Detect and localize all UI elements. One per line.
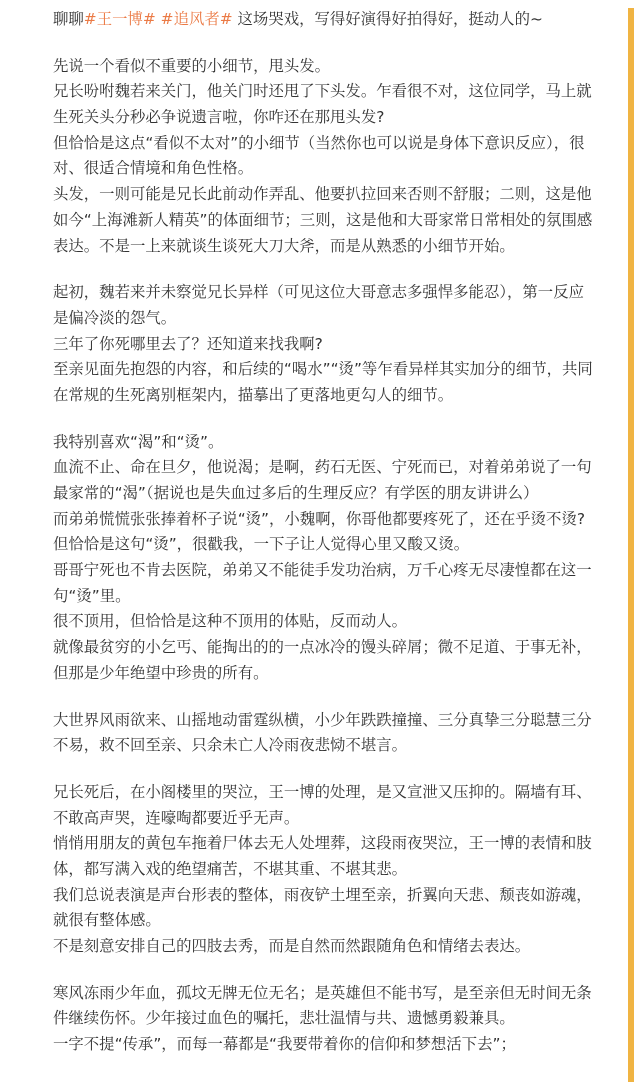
text-line: 兄长死后，在小阁楼里的哭泣，王一博的处理，是又宣泄又压抑的。隔墙有耳、 [53, 782, 592, 801]
text-line: 至亲见面先抱怨的内容，和后续的“喝水”“烫”等乍看异样其实加分的细节，共同 [53, 360, 593, 379]
text-line: 我特别喜欢“渴”和“烫”。 [53, 432, 224, 451]
text-line: 头发，一则可能是兄长此前动作弄乱、他要扒拉回来否则不舒服；二则，这是他 [53, 185, 592, 204]
text-line: 一字不提“传承”，而每一幕都是“我要带着你的信仰和梦想活下去”； [53, 1035, 516, 1054]
text-line: 哥哥宁死也不肯去医院，弟弟又不能徒手发功治病，万千心疼无尽凄惶都在这一 [53, 561, 592, 580]
paragraph [53, 780, 628, 960]
text-line: 不是刻意安排自己的四肢去秀，而是自然而然跟随角色和情绪去表达。 [53, 937, 531, 955]
text-line: 而弟弟慌慌张张捧着杯子说“烫”，小魏啊，你哥他都要疼死了，还在乎烫不烫? [53, 509, 586, 528]
text-line: 但恰恰是这句“烫”，很戳我，一下子让人觉得心里又酸又烫。 [53, 535, 470, 554]
text-line: 不易，救不回至亲、只余未亡人冷雨夜悲恸不堪言。 [53, 736, 407, 755]
text-line: 件继续伤怀。少年接过血色的嘱托，悲壮温情与共、遗憾勇毅兼具。 [53, 1009, 515, 1028]
text-line: 先说一个看似不重要的小细节，甩头发。 [53, 56, 331, 75]
text-line: 很不顶用，但恰恰是这种不顶用的体贴，反而动人。 [53, 612, 407, 631]
text-line: 不敢高声哭，连嚎啕都要近乎无声。 [53, 808, 300, 827]
text-line: 表达。不是一上来就谈生谈死大刀大斧，而是从熟悉的小细节开始。 [53, 236, 515, 255]
post-intro [53, 7, 628, 33]
paragraph [53, 708, 628, 759]
text-line: 最家常的“渴”（据说也是失血过多后的生理反应？有学医的朋友讲讲么） [53, 484, 539, 502]
text-line: 但那是少年绝望中珍贵的所有。 [53, 663, 269, 682]
text-line: 就很有整体感。 [53, 911, 161, 930]
hashtag-zhuifengzhe[interactable]: #追风者# [160, 10, 233, 28]
hashtag-wang-yibo[interactable]: #王一博# [83, 10, 156, 28]
scroll-indicator-bar[interactable] [628, 8, 634, 1082]
text-line: 但恰恰是这点“看似不太对”的小细节（当然你也可以说是身体下意识反应），很 [53, 133, 585, 152]
text-line: 寒风冻雨少年血，孤坟无牌无位无名；是英雄但不能书写，是至亲但无时间无条 [53, 983, 592, 1002]
text-line: 对、很适合情境和角色性格。 [53, 159, 254, 178]
post-body [53, 7, 628, 1079]
text-line: 如今“上海滩新人精英”的体面细节；三则，这是他和大哥家常日常相处的氛围感 [53, 210, 593, 229]
text-line: 就像最贫穷的小乞丐、能掏出的的一点冰冷的馒头碎屑；微不足道、于事无补， [53, 638, 592, 657]
text-line: 兄长吩咐魏若来关门，他关门时还甩了下头发。乍看很不对，这位同学，马上就 [53, 82, 592, 101]
text-line: 悄悄用朋友的黄包车拖着尸体去无人处埋葬，这段雨夜哭泣，王一博的表情和肢 [53, 834, 592, 853]
intro-prefix: 聊聊 [53, 10, 84, 28]
text-line: 在常规的生死离别框架内，描摹出了更落地更勾人的细节。 [53, 385, 454, 404]
text-line: 血流不止、命在旦夕，他说渴；是啊，药石无医、宁死而已，对着弟弟说了一句 [53, 458, 592, 477]
paragraph [53, 981, 628, 1058]
text-line: 句“烫”里。 [53, 586, 131, 605]
paragraph [53, 280, 628, 408]
text-line: 起初，魏若来并未察觉兄长异样（可见这位大哥意志多强悍多能忍），第一反应 [53, 283, 584, 302]
paragraph [53, 430, 628, 687]
text-line: 体，都写满入戏的绝望痛苦，不堪其重、不堪其悲。 [53, 859, 407, 878]
text-line: 大世界风雨欲来、山摇地动雷霆纵横，小少年跌跌撞撞、三分真挚三分聪慧三分 [53, 710, 592, 729]
intro-text: 这场哭戏，写得好演得好拍得好，挺动人的~ [232, 10, 543, 28]
text-line: 生死关头分秒必争说遗言啦，你咋还在那甩头发? [53, 108, 385, 127]
text-line: 是偏冷淡的怨气。 [53, 308, 177, 327]
text-line: 三年了你死哪里去了？还知道来找我啊? [53, 334, 323, 353]
text-line: 我们总说表演是声台形表的整体，雨夜铲土埋至亲，折翼向天悲、颓丧如游魂， [53, 885, 592, 904]
paragraph [53, 54, 628, 260]
